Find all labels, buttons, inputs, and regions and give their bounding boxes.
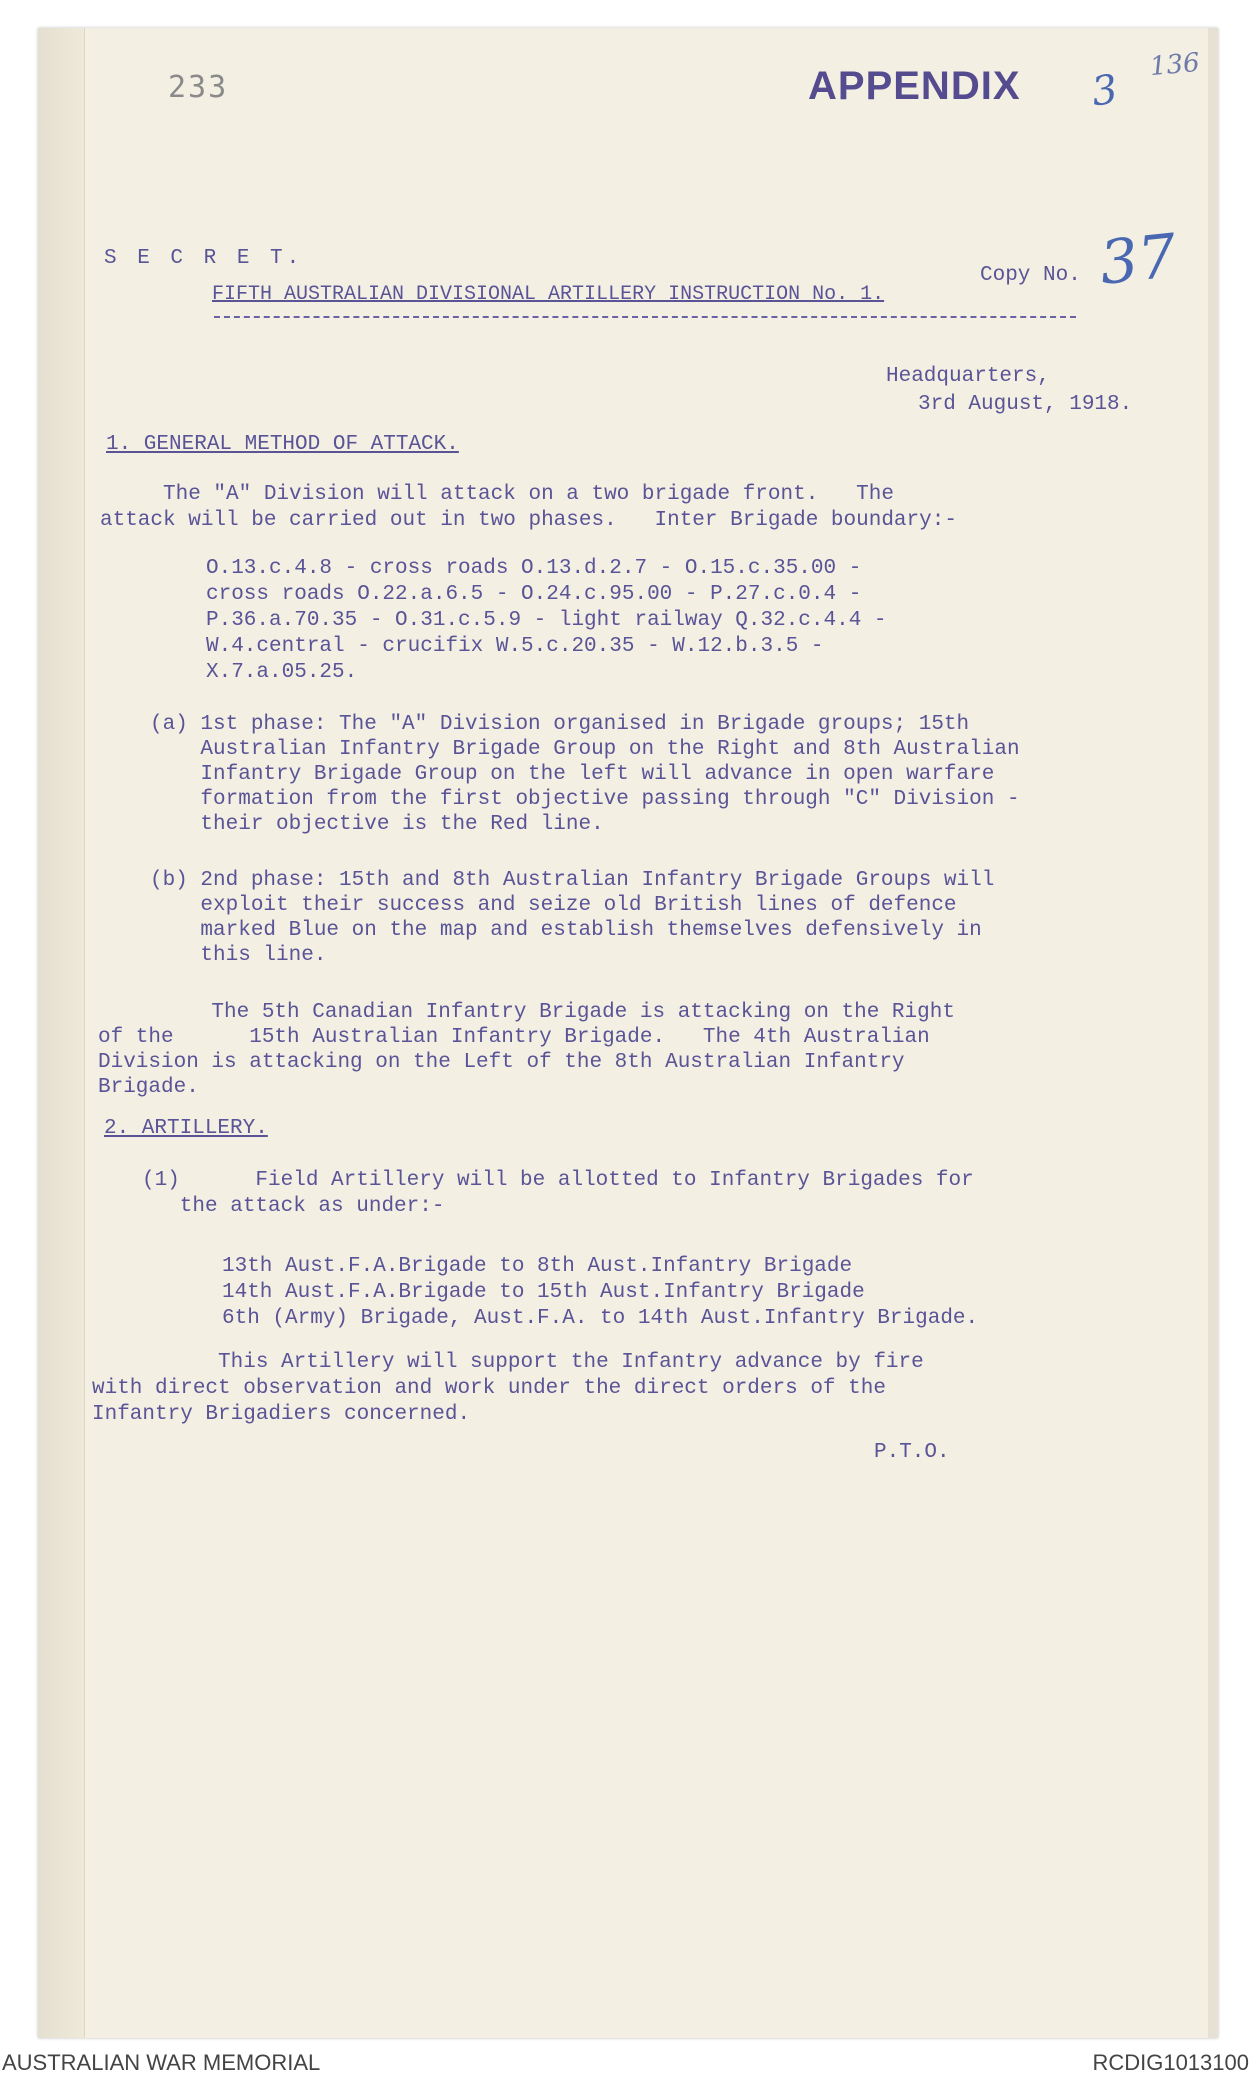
appendix-stamp: APPENDIX bbox=[808, 64, 1021, 108]
artillery-item-1 bbox=[142, 1168, 974, 1220]
allotment-list bbox=[222, 1254, 978, 1332]
text-line: marked Blue on the map and establish themselves defensively in bbox=[150, 919, 982, 942]
allotment-line: 13th Aust.F.A.Brigade to 8th Aust.Infantry Brigade bbox=[222, 1255, 853, 1278]
boundary-line: X.7.a.05.25. bbox=[206, 661, 358, 684]
phase-b bbox=[150, 868, 994, 968]
boundary-line: cross roads O.22.a.6.5 - O.24.c.95.00 - P.27.c.0.4 - bbox=[206, 583, 862, 606]
allotment-line: 14th Aust.F.A.Brigade to 15th Aust.Infantry Brigade bbox=[222, 1281, 865, 1304]
support-paragraph bbox=[92, 1350, 924, 1428]
flank-paragraph bbox=[98, 1000, 955, 1100]
text-line: of the 15th Australian Infantry Brigade. The 4th Australian bbox=[98, 1026, 930, 1049]
pto: P.T.O. bbox=[874, 1441, 950, 1464]
section-1-heading: 1. GENERAL METHOD OF ATTACK. bbox=[106, 433, 459, 456]
handwritten-folio: 136 bbox=[1148, 47, 1201, 83]
document-title: FIFTH AUSTRALIAN DIVISIONAL ARTILLERY INSTRUCTION No. 1. bbox=[212, 283, 885, 306]
text-line: The 5th Canadian Infantry Brigade is attacking on the Right bbox=[98, 1001, 955, 1024]
copy-label: Copy No. bbox=[980, 264, 1081, 287]
text-line: (1) Field Artillery will be allotted to Infantry Brigades for bbox=[142, 1169, 974, 1192]
page-edge bbox=[1208, 28, 1218, 2038]
text-line: The "A" Division will attack on a two brigade front. The bbox=[100, 483, 894, 506]
title-rule bbox=[214, 316, 1076, 318]
boundary-line: O.13.c.4.8 - cross roads O.13.d.2.7 - O.15.c.35.00 - bbox=[206, 557, 862, 580]
boundary-list bbox=[206, 556, 887, 686]
allotment-line: 6th (Army) Brigade, Aust.F.A. to 14th Aust.Infantry Brigade. bbox=[222, 1307, 979, 1330]
text-line: attack will be carried out in two phases. Inter Brigade boundary:- bbox=[100, 509, 957, 532]
headquarters: Headquarters, bbox=[886, 365, 1050, 388]
text-line: (b) 2nd phase: 15th and 8th Australian Infantry Brigade Groups will bbox=[150, 869, 995, 892]
text-line: Division is attacking on the Left of the 8th Australian Infantry bbox=[98, 1051, 905, 1074]
footer-institution: AUSTRALIAN WAR MEMORIAL bbox=[2, 2050, 321, 2075]
text-line: Infantry Brigade Group on the left will advance in open warfare bbox=[150, 763, 995, 786]
text-line: formation from the first objective passing through "C" Division - bbox=[150, 788, 1020, 811]
text-line: with direct observation and work under the direct orders of the bbox=[92, 1377, 886, 1400]
text-line: their objective is the Red line. bbox=[150, 813, 604, 836]
boundary-line: W.4.central - crucifix W.5.c.20.35 - W.12.b.3.5 - bbox=[206, 635, 824, 658]
text-line: exploit their success and seize old British lines of defence bbox=[150, 894, 957, 917]
text-line: Infantry Brigadiers concerned. bbox=[92, 1403, 471, 1426]
section-1-intro bbox=[100, 482, 957, 534]
classification: S E C R E T. bbox=[104, 247, 304, 270]
text-line: This Artillery will support the Infantry advance by fire bbox=[92, 1351, 924, 1374]
text-line: Brigade. bbox=[98, 1076, 199, 1099]
text-line: Australian Infantry Brigade Group on the Right and 8th Australian bbox=[150, 738, 1020, 761]
footer-record-id: RCDIG1013100 bbox=[1092, 2050, 1249, 2075]
text-line: (a) 1st phase: The "A" Division organised in Brigade groups; 15th bbox=[150, 713, 970, 736]
page-number: 233 bbox=[168, 70, 229, 105]
text-line: the attack as under:- bbox=[142, 1195, 445, 1218]
handwritten-ref: 3 bbox=[1088, 66, 1121, 116]
date: 3rd August, 1918. bbox=[918, 393, 1133, 416]
binding-strip bbox=[38, 28, 85, 2038]
section-2-heading: 2. ARTILLERY. bbox=[104, 1117, 268, 1140]
handwritten-copy-number: 37 bbox=[1096, 221, 1180, 299]
text-line: this line. bbox=[150, 944, 327, 967]
boundary-line: P.36.a.70.35 - O.31.c.5.9 - light railway Q.32.c.4.4 - bbox=[206, 609, 887, 632]
phase-a bbox=[150, 712, 1020, 837]
